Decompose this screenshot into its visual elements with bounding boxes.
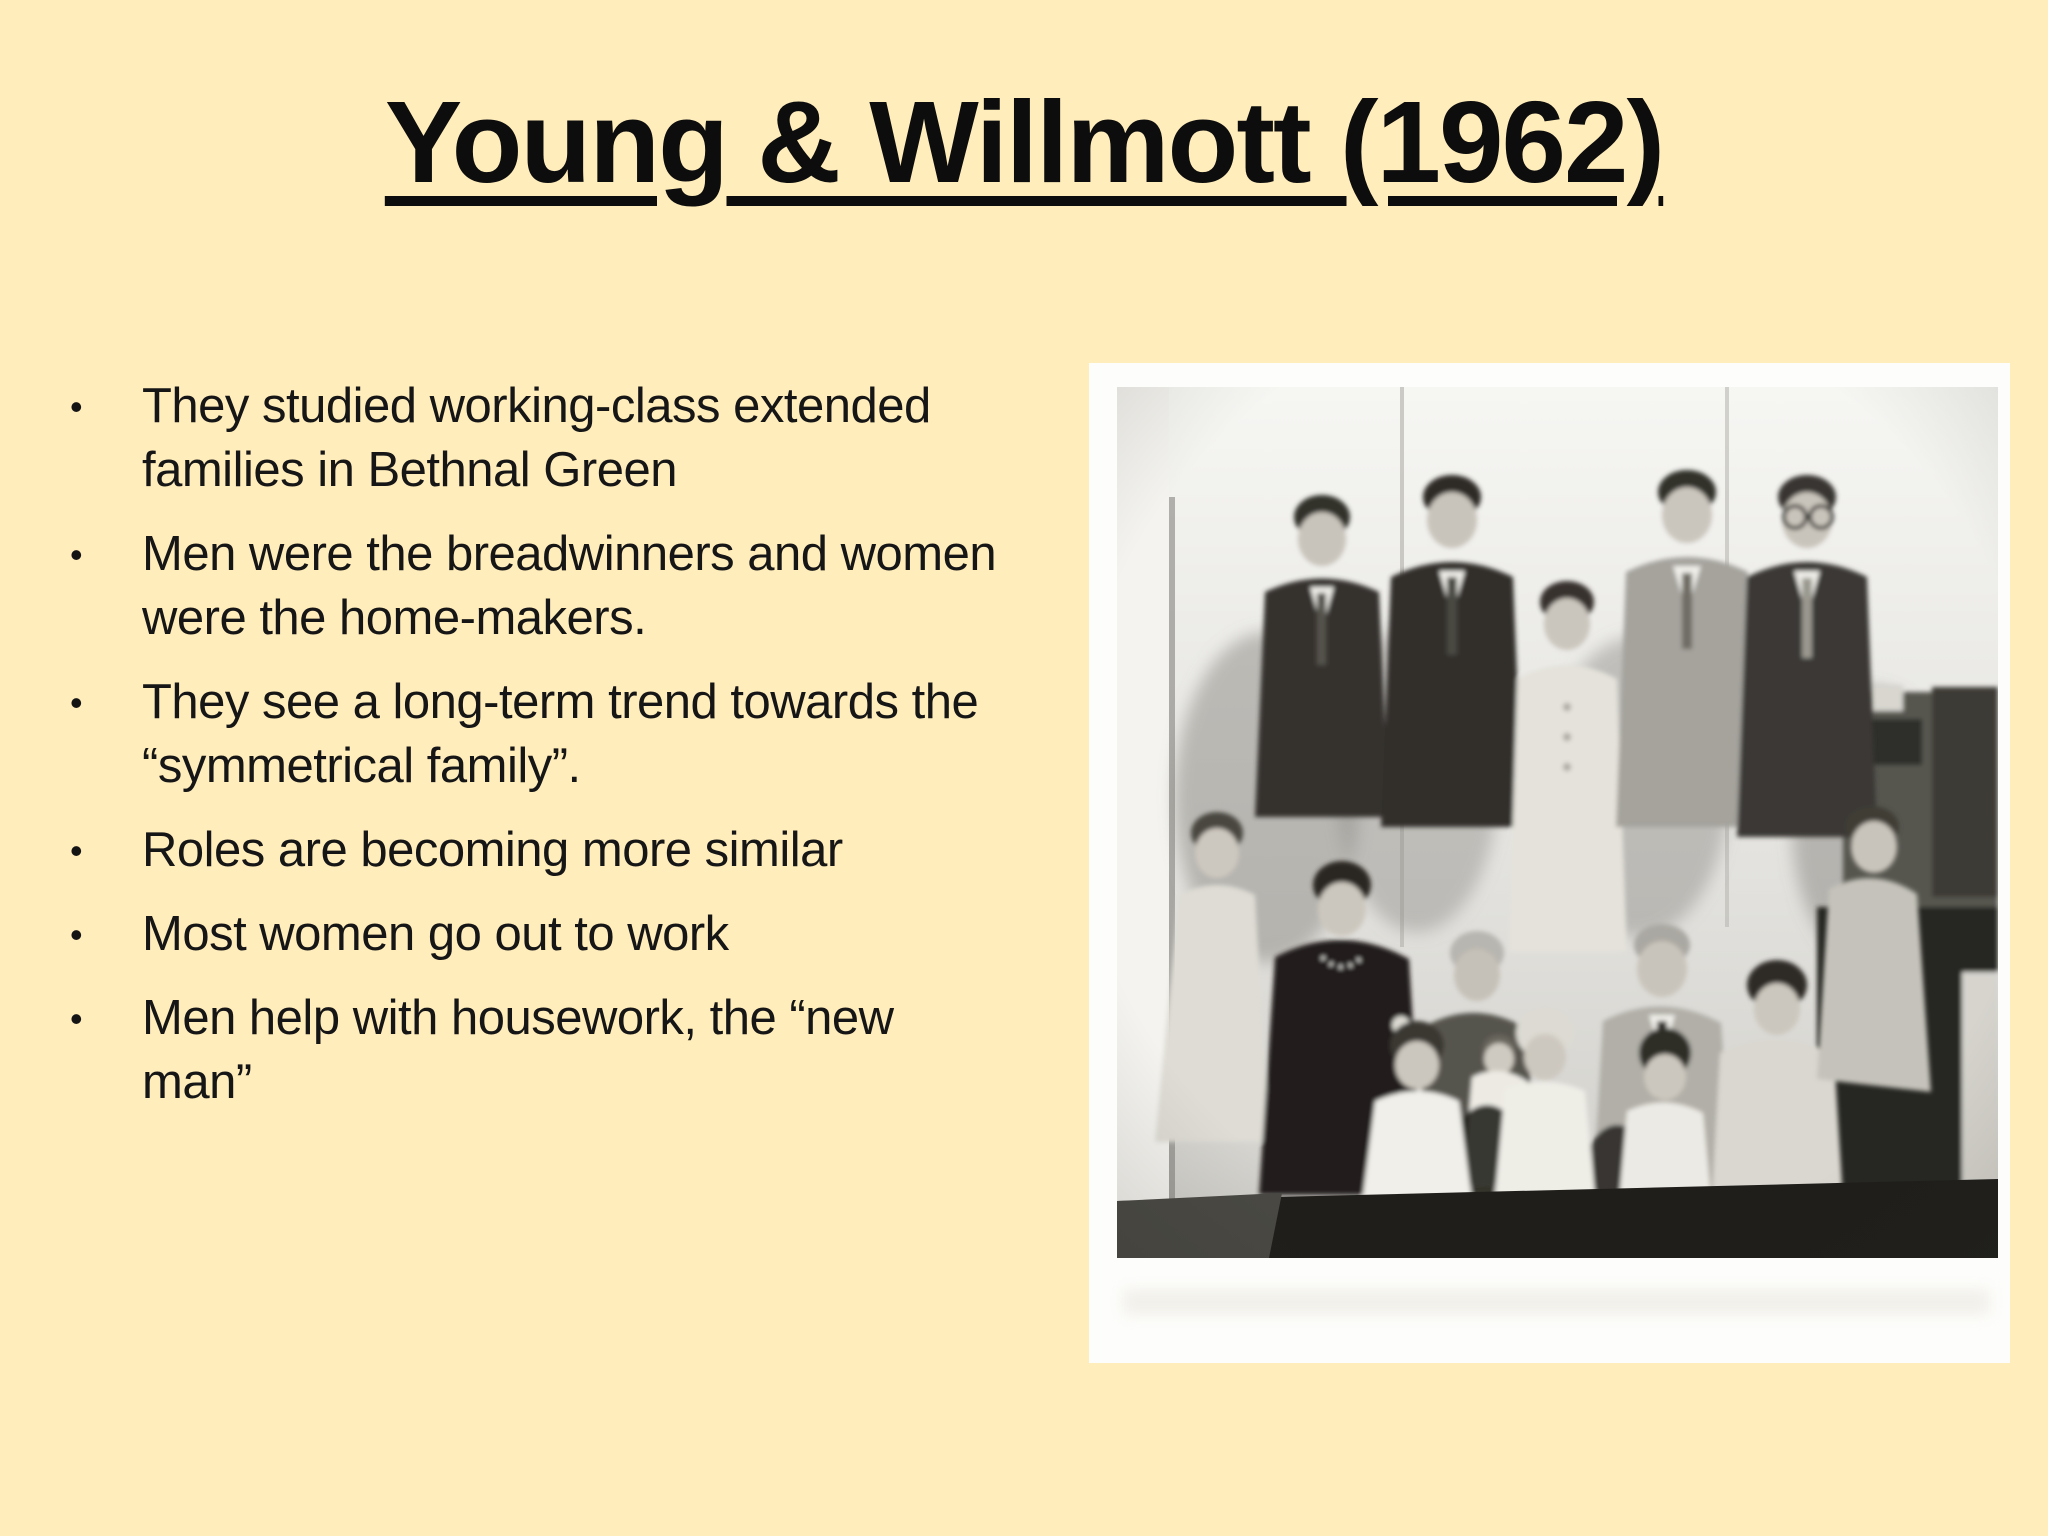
bullet-item bbox=[62, 818, 1092, 882]
bullet-item bbox=[62, 522, 1092, 650]
bullet-marker-icon: • bbox=[70, 998, 83, 1039]
bullet-marker-icon: • bbox=[70, 534, 83, 575]
bullet-item bbox=[62, 902, 1092, 966]
bullet-marker-icon: • bbox=[70, 830, 83, 871]
bullet-text-line: Roles are becoming more similar bbox=[142, 823, 843, 877]
bullet-text-line: They see a long-term trend towards the bbox=[142, 675, 979, 729]
family-photo-frame bbox=[1089, 363, 2010, 1363]
family-photo-illustration bbox=[1117, 387, 1998, 1258]
bullet-text bbox=[142, 986, 1092, 1114]
bullet-text-line: families in Bethnal Green bbox=[142, 443, 677, 497]
bullet-item bbox=[62, 986, 1092, 1114]
bullet-text-line: Men were the breadwinners and women bbox=[142, 527, 997, 581]
bullet-text bbox=[142, 818, 1092, 882]
bullet-text-line: Men help with housework, the “new bbox=[142, 991, 894, 1045]
bullet-text-line: were the home-makers. bbox=[142, 591, 647, 645]
bullet-marker-icon: • bbox=[70, 682, 83, 723]
bullet-text-line: man” bbox=[142, 1055, 252, 1109]
bullet-text-line: Most women go out to work bbox=[142, 907, 729, 961]
photo-scan-smudge bbox=[1123, 1289, 1990, 1315]
photo-vignette bbox=[1117, 387, 1998, 1258]
bullet-list bbox=[62, 374, 1092, 1134]
bullet-text bbox=[142, 522, 1092, 650]
bullet-text bbox=[142, 374, 1092, 502]
bullet-marker-icon: • bbox=[70, 914, 83, 955]
bullet-text bbox=[142, 670, 1092, 798]
bullet-marker-icon: • bbox=[70, 386, 83, 427]
bullet-text-line: “symmetrical family”. bbox=[142, 739, 581, 793]
bullet-text-line: They studied working-class extended bbox=[142, 379, 931, 433]
bullet-text bbox=[142, 902, 1092, 966]
slide-title: Young & Willmott (1962) bbox=[384, 77, 1664, 207]
bullet-item bbox=[62, 670, 1092, 798]
family-photo bbox=[1117, 387, 1998, 1258]
bullet-item bbox=[62, 374, 1092, 502]
